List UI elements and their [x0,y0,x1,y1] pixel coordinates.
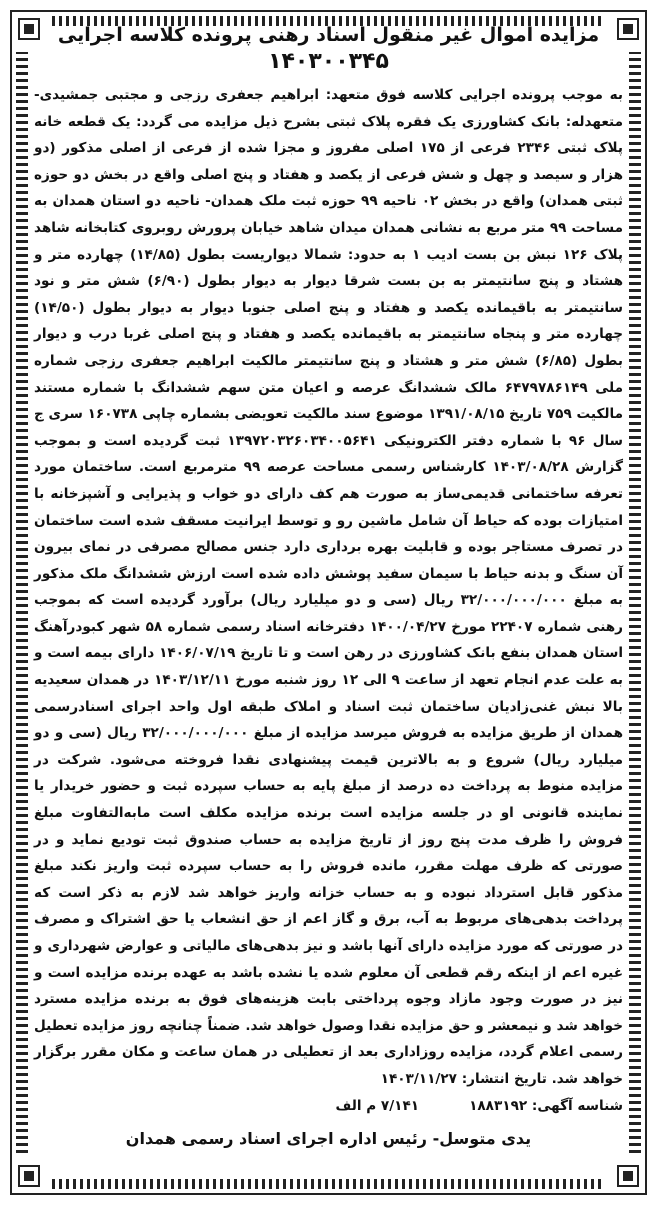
ad-code: ۷/۱۴۱ م الف [335,1097,420,1114]
notice-title: مزایده اموال غیر منقول اسناد رهنی پرونده کلاسه اجرایی [57,24,600,46]
border-bottom-pattern [52,1179,605,1189]
border-left-pattern [16,52,28,1153]
signature-line: یدی متوسل- رئیس اداره اجرای اسناد رسمی همدان [125,1128,532,1148]
ad-info-line [34,1093,623,1119]
border-right-pattern [629,52,641,1153]
notice-body: به موجب پرونده اجرایی کلاسه فوق متعهد: ابراهیم جعفری رزجی و مجتبی جمشیدی- متعهدله: بانک کشاورزی یک فقره پلاک ثبتی بشرح ذیل مزایده می گردد: یک قطعه خانه پلاک ثبتی ۲۳۴۶ فرعی از ۱۷۵ اصلی مفروز و مجزا شده از فرعی از اصلی مذکور (دو هزار و سیصد و چهل و شش فرعی از یکصد و هفتاد و پنج اصلی واقع در بخش دو حوزه ثبتی همدان) واقع در بخش ۰۲ ناحیه ۹۹ حوزه ثبت ملک همدان- ناحیه دو استان همدان به مساحت ۹۹ متر مربع به نشانی همدان میدان شاهد خیابان پرورش روبروی کتابخانه شاهد پلاک ۱۲۶ نبش بن بست ادیب ۱ به حدود: شمالا دیواریست بطول (۱۴/۸۵) چهارده متر و هشتاد و پنج سانتیمتر به بن بست شرقا دیوار به دیوار بطول (۶/۹۰) شش متر و نود سانتیمتر به باقیمانده یکصد و هفتاد و پنج اصلی جنوبا دیوار به دیوار بطول (۱۴/۵۰) چهارده متر و پنجاه سانتیمتر به باقیمانده یکصد و هفتاد و پنج اصلی غربا درب و دیوار بطول (۶/۸۵) شش متر و هشتاد و پنج سانتیمتر مالکیت ابراهیم جعفری رزجی شماره ملی ۶۴۷۹۷۸۶۱۴۹ مالک ششدانگ عرصه و اعیان متن سهم ششدانگ با شماره مستند مالکیت ۷۵۹ تاریخ ۱۳۹۱/۰۸/۱۵ موضوع سند مالکیت تعویضی بشماره چاپی ۱۶۰۷۳۸ سری ج سال ۹۶ با شماره دفتر الکترونیکی ۱۳۹۷۲۰۳۲۶۰۳۴۰۰۵۶۴۱ ثبت گردیده است و بموجب گزارش ۱۴۰۳/۰۸/۲۸ کارشناس رسمی مساحت عرصه ۹۹ مترمربع است. ساختمان مورد تعرفه ساختمانی قدیمی‌ساز به صورت هم کف دارای دو خواب و پذیرایی و آشپزخانه با امتیازات بوده که حیاط آن شامل ماشین رو و توسط ایرانیت مسقف شده است ساختمان در تصرف مستاجر بوده و قابلیت بهره برداری دارد جنس مصالح مصرفی در نمای بیرون آن سنگ و بدنه حیاط با سیمان سفید پوشش داده شده است ارزش ششدانگ ملک مذکور به مبلغ ۳۲/۰۰۰/۰۰۰/۰۰۰ ریال (سی و دو میلیارد ریال) برآورد گردیده است که بموجب رهنی شماره ۲۲۴۰۷ مورخ ۱۴۰۰/۰۴/۲۷ دفترخانه اسناد رسمی شماره ۵۸ شهر کبودرآهنگ استان همدان بنفع بانک کشاورزی در رهن است و تا تاریخ ۱۴۰۶/۰۷/۱۹ دارای بیمه است و به علت عدم انجام تعهد از ساعت ۹ الی ۱۲ روز شنبه مورخ ۱۴۰۳/۱۲/۱۱ در همدان سعیدیه بالا نبش غنی‌زادیان ساختمان ثبت اسناد و املاک طبقه اول واحد اجرای اسنادرسمی همدان از طریق مزایده به فروش میرسد مزایده از مبلغ ۳۲/۰۰۰/۰۰۰/۰۰۰ ریال (سی و دو میلیارد ریال) شروع و به بالاترین قیمت پیشنهادی نقدا فروخته می‌شود. شرکت در مزایده منوط به پرداخت ده درصد از مبلغ پایه به حساب سپرده ثبت و حضور خریدار یا نماینده قانونی او در جلسه مزایده است برنده مزایده مکلف است مابه‌التفاوت مبلغ فروش را ظرف مدت پنج روز از تاریخ مزایده به حساب صندوق ثبت تودیع نماید و در صورتی که ظرف مهلت مقرر، مانده فروش را به حساب سپرده ثبت واریز نکند مبلغ مذکور قابل استرداد نبوده و به حساب خزانه واریز خواهد شد لازم به ذکر است که پرداخت بدهی‌های مربوط به آب، برق و گاز اعم از حق انشعاب یا حق اشتراک و مصرف در صورتی که مورد مزایده دارای آنها باشد و نیز بدهی‌های مالیاتی و عوارض شهرداری و غیره اعم از اینکه رقم قطعی آن معلوم شده یا نشده باشد به عهده برنده مزایده است و نیز در صورت وجود مازاد وجوه پرداختی بابت هزینه‌های فوق به برنده مزایده مسترد خواهد شد و نیمعشر و حق مزایده نقدا وصول خواهد شد. ضمناً چنانچه روز مزایده تعطیل رسمی اعلام گردد، مزایده روزاداری بعد از تعطیلی در همان ساعت و مکان مقرر برگزار خواهد شد. تاریخ انتشار: ۱۴۰۳/۱۱/۲۷ [34,87,624,1087]
ad-id: شناسه آگهی: ۱۸۸۳۱۹۲ [469,1097,623,1114]
notice-content [34,22,623,1179]
file-number: ۱۴۰۳۰۰۳۴۵ [268,49,389,74]
